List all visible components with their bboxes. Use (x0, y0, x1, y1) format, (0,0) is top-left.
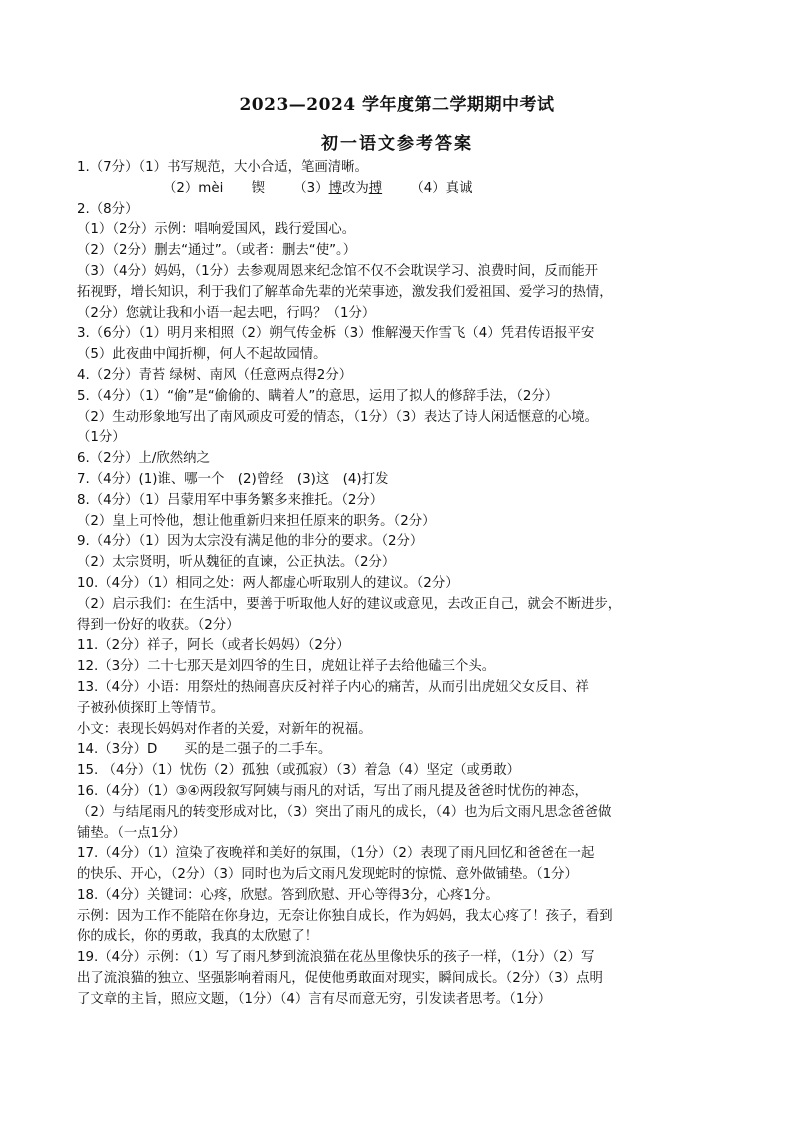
pinyin-answer: （2）mèi (163, 180, 224, 196)
answer-line: 6.（2分）上/欣然纳之 (77, 451, 210, 467)
answer-line: 13.（4分）小语：用祭灶的热闹喜庆反衬祥子内心的痛苦，从而引出虎妞父女反目、祥 (77, 679, 589, 695)
answer-line-q1-sub (77, 179, 723, 200)
answer-line: 18.（4分）关键词：心疼，欣慰。答到欣慰、开心等得3分，心疼1分。 (77, 887, 499, 903)
answer-line: 铺垫。（一点1分） (77, 825, 186, 841)
q1-part4-answer: （4）真诚 (410, 180, 473, 196)
answer-line: 你的成长，你的勇敢，我真的太欣慰了！ (77, 929, 319, 945)
answer-line: 2.（8分） (77, 201, 139, 217)
answer-line: 示例：因为工作不能陪在你身边，无奈让你独自成长，作为妈妈，我太心疼了！孩子，看到 (77, 908, 613, 924)
answer-line: 得到一份好的收获。（2分） (77, 617, 240, 633)
correct-char: 搏 (368, 180, 383, 196)
wrong-char: 博 (328, 180, 342, 196)
answer-line: 14.（3分）D 买的是二强子的二手车。 (77, 742, 332, 758)
answer-line: （2）启示我们：在生活中，要善于听取他人好的建议或意见，去改正自己，就会不断进步， (77, 596, 622, 612)
answer-line: 小文：表现长妈妈对作者的关爱，对新年的祝福。 (77, 721, 372, 737)
answer-line: （2分）您就让我和小语一起去吧，行吗？（1分） (77, 305, 376, 321)
correction-connector: 改为 (341, 180, 369, 196)
page-title: 2023—2024 学年度第二学期期中考试 (239, 95, 555, 115)
answer-line: 子被孙侦探盯上等情节。 (77, 700, 225, 716)
answer-line: 12.（3分）二十七那天是刘四爷的生日，虎妞让祥子去给他磕三个头。 (77, 659, 496, 675)
answer-line: （3）（4分）妈妈，（1分）去参观周恩来纪念馆不仅不会耽误学习、浪费时间，反而能开 (77, 263, 598, 279)
answer-line: （2）太宗贤明，听从魏征的直谏，公正执法。（2分） (77, 555, 396, 571)
answer-line: 1.（7分）（1）书写规范，大小合适，笔画清晰。 (77, 160, 368, 175)
answer-line: 7.（4分）(1)谁、哪一个 (2)曾经 (3)这 (4)打发 (77, 471, 389, 487)
answer-line: 出了流浪猫的独立、坚强影响着雨凡，促使他勇敢面对现实，瞬间成长。（2分）（3）点明 (77, 971, 603, 987)
answer-line: 11.（2分）祥子，阿长（或者长妈妈）（2分） (77, 638, 350, 654)
answer-list (77, 158, 723, 1011)
answer-line: 15. （4分）（1）忧伤（2）孤独（或孤寂）（3）着急（4）坚定（或勇敢） (77, 763, 521, 779)
answer-line: 的快乐、开心，（2分）（3）同时也为后文雨凡发现蛇时的惊慌、意外做铺垫。（1分） (77, 867, 578, 883)
answer-line: 19.（4分）示例：（1）写了雨凡梦到流浪猫在花丛里像快乐的孩子一样，（1分）（2）写 (77, 950, 595, 966)
char-answer: 锲 (251, 180, 265, 196)
answer-line: 8.（4分）（1）吕蒙用军中事务繁多来推托。（2分） (77, 492, 384, 508)
answer-line: 拓视野，增长知识，利于我们了解革命先辈的光荣事迹，激发我们爱祖国、爱学习的热情， (77, 284, 613, 300)
correction-label: （3） (293, 180, 329, 196)
answer-line: 17.（4分）（1）渲染了夜晚祥和美好的氛围，（1分）（2）表现了雨凡回忆和爸爸在一起 (77, 846, 595, 862)
answer-line: （2）生动形象地写出了南风顽皮可爱的情态，（1分）（3）表达了诗人闲适惬意的心境。 (77, 409, 598, 425)
answer-line: 4.（2分）青苔 绿树、南风（任意两点得2分） (77, 367, 353, 383)
answer-line: 16.（4分）（1）③④两段叙写阿姨与雨凡的对话，写出了雨凡提及爸爸时忧伤的神态， (77, 783, 588, 799)
answer-line: 了文章的主旨，照应文题，（1分）（4）言有尽而意无穷，引发读者思考。（1分） (77, 991, 552, 1007)
answer-line: 5.（4分）（1）“偷”是“偷偷的、瞒着人”的意思，运用了拟人的修辞手法，（2分） (77, 388, 559, 404)
answer-line: （1）（2分）示例：唱响爱国风，践行爱国心。 (77, 222, 356, 238)
answer-line: （2）（2分）删去“通过”。（或者：删去“使”。） (77, 243, 357, 259)
answer-line: 9.（4分）（1）因为太宗没有满足他的非分的要求。（2分） (77, 534, 424, 550)
answer-line: 3.（6分）（1）明月来相照（2）朔气传金柝（3）惟解漫天作雪飞（4）凭君传语报平安 (77, 326, 595, 342)
answer-line: （5）此夜曲中闻折柳，何人不起故园情。 (77, 347, 327, 363)
answer-line: （1分） (77, 430, 126, 446)
answer-line: 10.（4分）（1）相同之处：两人都虚心听取别人的建议。（2分） (77, 575, 459, 591)
answer-line: （2）与结尾雨凡的转变形成对比，（3）突出了雨凡的成长，（4）也为后文雨凡思念爸爸做 (77, 804, 612, 820)
answer-line: （2）皇上可怜他，想让他重新归来担任原来的职务。（2分） (77, 513, 436, 529)
page-subtitle: 初一语文参考答案 (321, 134, 473, 154)
